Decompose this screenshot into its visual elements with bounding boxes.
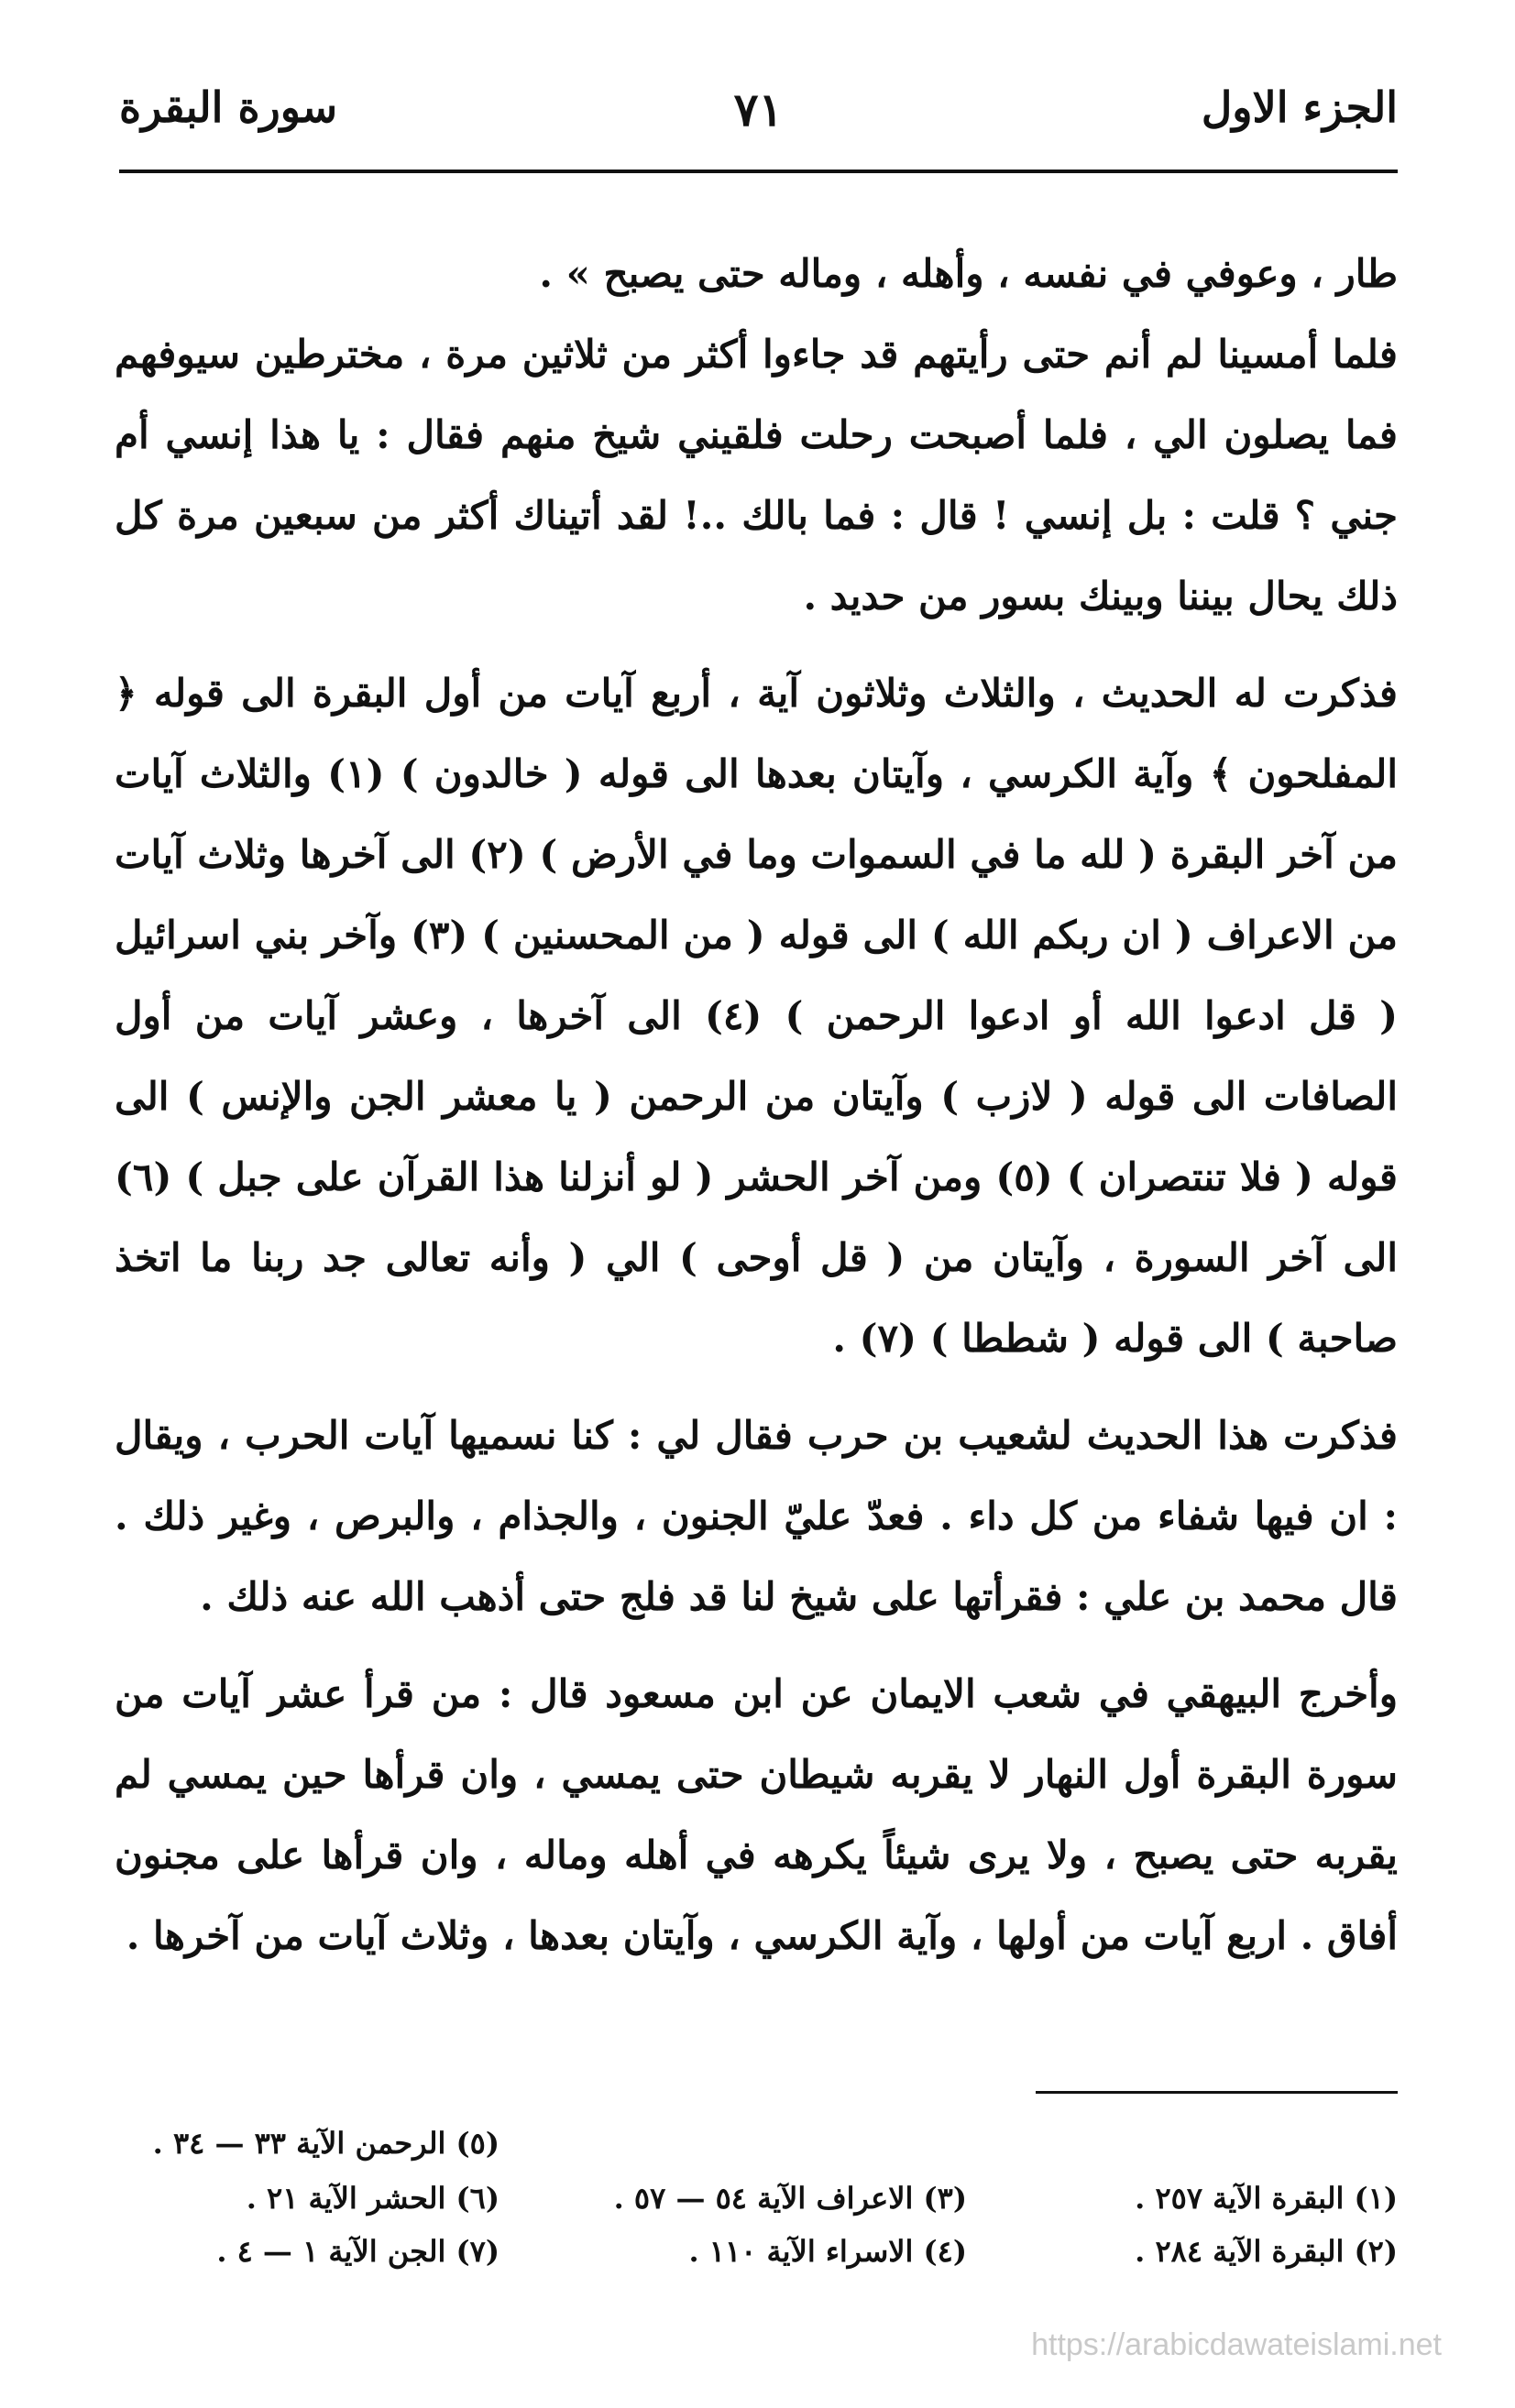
surah-title: سورة البقرة [119, 82, 338, 132]
footnote-6: (٦) الحشر الآية ٢١ . [246, 2181, 500, 2216]
watermark-url: https://arabicdawateislami.net [1031, 2327, 1442, 2362]
footnote-2: (٢) البقرة الآية ٢٨٤ . [1135, 2234, 1398, 2269]
main-text [115, 234, 1398, 1976]
paragraph-2: فلما أمسينا لم أنم حتى رأيتهم قد جاءوا أكثر من ثلاثين مرة ، مخترطين سيوفهم فما يصلون الي ، فلما أصبحت رحلت فلقيني شيخ منهم فقال : يا هذا إنسي أم جني ؟ قلت : بل إنسي ! قال : فما بالك ..! لقد أتيناك أكثر من سبعين مرة كل ذلك يحال بيننا وبينك بسور من حديد . [115, 332, 1398, 618]
paragraph-4: فذكرت هذا الحديث لشعيب بن حرب فقال لي : كنا نسميها آيات الحرب ، ويقال : ان فيها شفاء من كل داء . فعدّ عليّ الجنون ، والجذام ، والبرص ، وغير ذلك . قال محمد بن علي : فقرأتها على شيخ لنا قد فلج حتى أذهب الله عنه ذلك . [115, 1413, 1398, 1619]
footnote-4: (٤) الاسراء الآية ١١٠ . [688, 2234, 967, 2269]
footnote-divider [1036, 2091, 1398, 2094]
footnote-5: (٥) الرحمن الآية ٣٣ — ٣٤ . [152, 2126, 500, 2161]
footnotes [152, 2126, 1398, 2309]
part-title: الجزء الاول [1201, 82, 1398, 132]
paragraph-5: وأخرج البيهقي في شعب الايمان عن ابن مسعود قال : من قرأ عشر آيات من سورة البقرة أول النهار لا يقربه شيطان حتى يمسي ، وان قرأها حين يمسي لم يقربه حتى يصبح ، ولا يرى شيئاً يكرهه في أهله وماله ، وان قرأها على مجنون أفاق . اربع آيات من أولها ، وآية الكرسي ، وآيتان بعدها ، وثلاث آيات من آخرها . [115, 1671, 1398, 1958]
paragraph-3: فذكرت له الحديث ، والثلاث وثلاثون آية ، أربع آيات من أول البقرة الى قوله ﴿ المفلحون ﴾ وآية الكرسي ، وآيتان بعدها الى قوله ( خالدون ) (١) والثلاث آيات من آخر البقرة ( لله ما في السموات وما في الأرض ) (٢) الى آخرها وثلاث آيات من الاعراف ( ان ربكم الله ) الى قوله ( من المحسنين ) (٣) وآخر بني اسرائيل ( قل ادعوا الله أو ادعوا الرحمن ) (٤) الى آخرها ، وعشر آيات من أول الصافات الى قوله ( لازب ) وآيتان من الرحمن ( يا معشر الجن والإنس ) الى قوله ( فلا تنتصران ) (٥) ومن آخر الحشر ( لو أنزلنا هذا القرآن على جبل ) (٦) الى آخر السورة ، وآيتان من ( قل أوحى ) الي ( وأنه تعالى جد ربنا ما اتخذ صاحبة ) الى قوله ( شططا ) (٧) . [115, 671, 1398, 1361]
page-number: ٧١ [733, 82, 784, 137]
footnote-3: (٣) الاعراف الآية ٥٤ — ٥٧ . [613, 2181, 967, 2216]
paragraph-1: طار ، وعوفي في نفسه ، وأهله ، وماله حتى يصبح » . [539, 251, 1398, 296]
footnote-7: (٧) الجن الآية ١ — ٤ . [216, 2234, 500, 2269]
footnote-1: (١) البقرة الآية ٢٥٧ . [1135, 2181, 1398, 2216]
page-header [119, 82, 1398, 156]
header-divider [119, 170, 1398, 173]
